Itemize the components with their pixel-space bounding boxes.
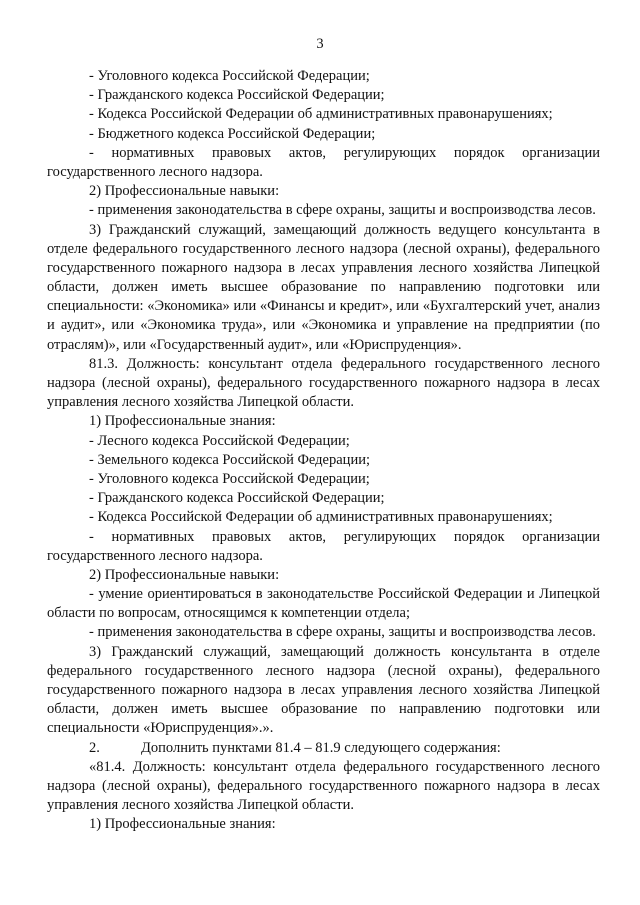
text-line: надзора (лесной охраны), федерального государственного пожарного надзора в лесах — [47, 375, 600, 391]
text-line: государственного пожарного надзора в лесах управления лесного хозяйства Липецкой — [47, 682, 600, 698]
text-line: 3) Гражданский служащий, замещающий должность консультанта в отделе — [89, 643, 600, 660]
text-line: - нормативных правовых актов, регулирующих порядок организации — [89, 144, 600, 161]
text-line: управления лесного хозяйства Липецкой области. — [47, 797, 354, 814]
text-line: области, должен иметь высшее образование по направлению подготовки или — [47, 279, 600, 296]
numbered-item — [47, 739, 600, 758]
text-line: 1) Профессиональные знания: — [89, 413, 276, 430]
page-number: 3 — [316, 36, 324, 52]
text-line: - Уголовного кодекса Российской Федерации; — [89, 68, 370, 84]
text-line: и аудит», или «Экономика труда», или «Экономика и управление на предприятии (по — [47, 317, 600, 334]
text-line: федерального государственного лесного надзора (лесной охраны), федерального — [47, 662, 600, 679]
item-number: 2. — [89, 739, 100, 756]
text-line: 2) Профессиональные навыки: — [89, 183, 280, 200]
text-line: «81.4. Должность: консультант отдела федерального государственного лесного — [89, 758, 600, 775]
text-line: области, должен иметь высшее образование по направлению подготовки или — [47, 701, 600, 718]
text-line: - Земельного кодекса Российской Федерации; — [89, 451, 370, 468]
text-line: - Кодекса Российской Федерации об административных правонарушениях; — [89, 509, 553, 526]
text-line: - Кодекса Российской Федерации об административных правонарушениях; — [89, 106, 553, 123]
text-line: специальности «Юриспруденция».». — [47, 720, 274, 737]
text-line: - Бюджетного кодекса Российской Федерации; — [89, 125, 376, 142]
text-line: 1) Профессиональные знания: — [89, 816, 276, 833]
document-body — [47, 67, 600, 835]
text-line: - применения законодательства в сфере охраны, защиты и воспроизводства лесов. — [89, 624, 596, 641]
text-line: 81.3. Должность: консультант отдела федерального государственного лесного — [89, 355, 600, 372]
text-line: управления лесного хозяйства Липецкой области. — [47, 394, 354, 411]
text-line: - умение ориентироваться в законодательстве Российской Федерации и Липецкой — [89, 586, 600, 603]
text-line: специальности: «Экономика» или «Финансы и кредит», или «Бухгалтерский учет, анализ — [47, 298, 600, 315]
text-line: отделе федерального государственного лесного надзора (лесной охраны), федерального — [47, 240, 600, 257]
text-line: - применения законодательства в сфере охраны, защиты и воспроизводства лесов. — [89, 202, 596, 219]
text-line: государственного лесного надзора. — [47, 163, 263, 180]
text-line: области по вопросам, относящимся к компетенции отдела; — [47, 605, 411, 622]
text-line: государственного лесного надзора. — [47, 547, 263, 564]
text-line: - Гражданского кодекса Российской Федерации; — [89, 87, 385, 104]
item-text: Дополнить пунктами 81.4 – 81.9 следующего содержания: — [141, 739, 501, 756]
text-line: - Уголовного кодекса Российской Федерации; — [89, 470, 370, 487]
text-line: отраслям)», или «Государственный аудит», или «Юриспруденция». — [47, 336, 462, 353]
text-line: 2) Профессиональные навыки: — [89, 566, 280, 583]
text-line: государственного пожарного надзора в лесах управления лесного хозяйства Липецкой — [47, 259, 600, 276]
text-line: - Лесного кодекса Российской Федерации; — [89, 432, 350, 449]
text-line: надзора (лесной охраны), федерального государственного пожарного надзора в лесах — [47, 777, 600, 794]
text-line: - Гражданского кодекса Российской Федерации; — [89, 490, 385, 507]
text-line: - нормативных правовых актов, регулирующих порядок организации — [89, 528, 600, 545]
text-line: 3) Гражданский служащий, замещающий должность ведущего консультанта в — [89, 221, 600, 238]
